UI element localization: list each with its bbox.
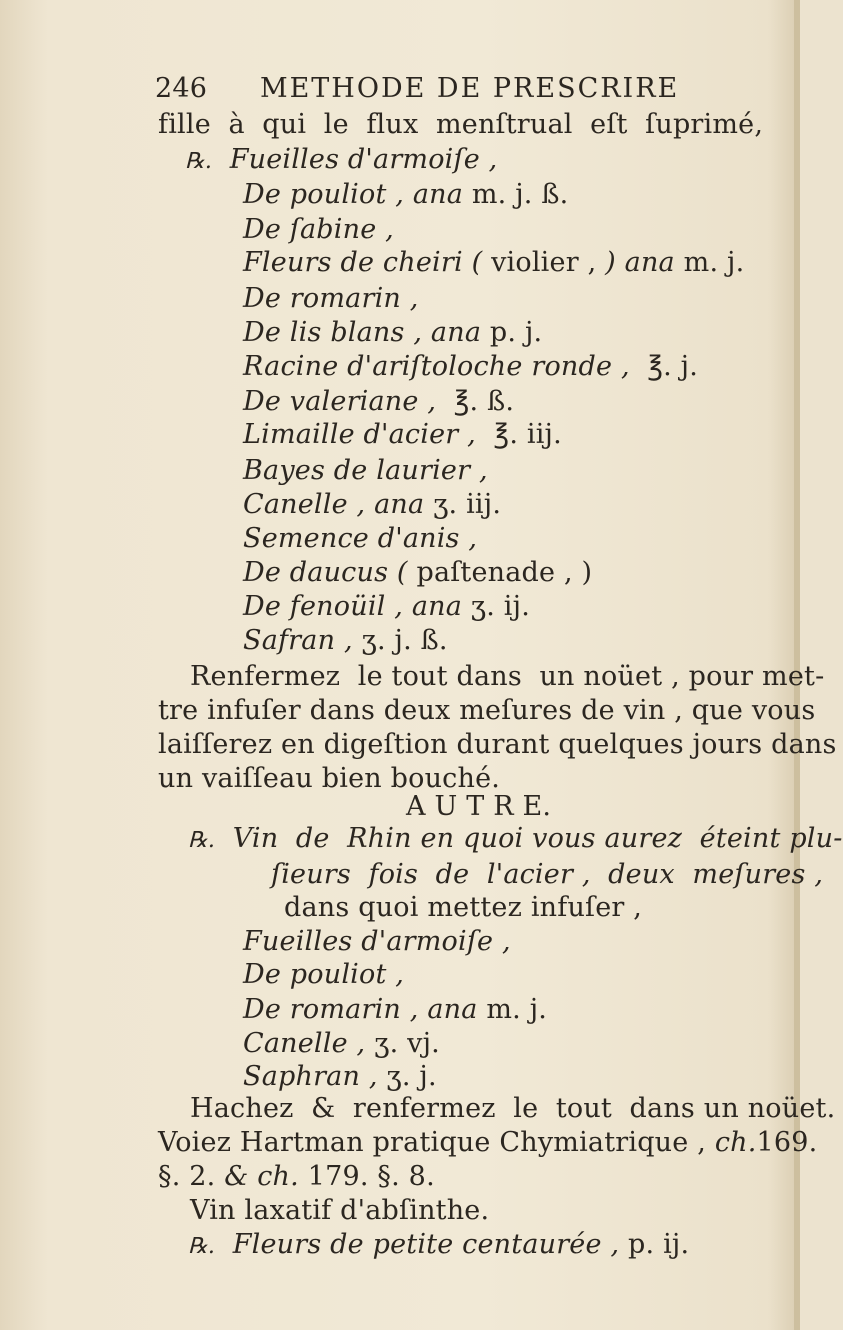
italic-text: ch.: [706, 1127, 757, 1158]
italic-text: Racine d'ariſtoloche ronde ,: [243, 351, 630, 382]
roman-text: m. j.: [674, 247, 745, 278]
text-line: [185, 143, 497, 179]
italic-text: De fenoüil , ana: [243, 591, 463, 622]
roman-text: ʒ. vj.: [365, 1028, 440, 1059]
text-line: [243, 385, 514, 419]
roman-text: Hachez & renfermez le tout dans un noüet.: [190, 1093, 836, 1124]
italic-text: De lis blans , ana: [243, 317, 482, 348]
italic-text: Canelle ,: [243, 1028, 366, 1059]
roman-text: p. j.: [481, 317, 543, 348]
italic-text: Canelle , ana: [243, 489, 425, 520]
text-line: [158, 728, 837, 762]
italic-text: Semence d'anis ,: [243, 523, 478, 554]
text-line: [188, 822, 843, 858]
italic-text: Fueilles d'armoiſe ,: [243, 926, 511, 957]
text-line: [243, 1060, 437, 1094]
text-line: [190, 1092, 835, 1126]
italic-text: Bayes de laurier ,: [243, 455, 488, 486]
italic-text: De daucus (: [243, 557, 408, 588]
roman-text: p. ij.: [619, 1229, 690, 1260]
text-line: [406, 790, 551, 824]
roman-text: §. 2.: [158, 1161, 216, 1192]
roman-text: A U T R E.: [406, 791, 552, 822]
roman-text: 179. §. 8.: [298, 1161, 435, 1192]
roman-text: ʒ. j. ß.: [352, 625, 448, 656]
page-header: [155, 72, 679, 106]
roman-text: ʒ. iij.: [424, 489, 502, 520]
text-line: [190, 660, 824, 694]
text-line: [243, 350, 698, 384]
text-line: [158, 1160, 435, 1194]
text-line: [243, 213, 394, 247]
text-line: [243, 418, 562, 452]
text-line: [243, 454, 488, 488]
text-line: [243, 590, 530, 624]
recipe-symbol: ℞.: [188, 1234, 216, 1259]
recipe-symbol: ℞.: [188, 828, 216, 853]
roman-text: m. j.: [477, 994, 548, 1025]
italic-text: Vin de Rhin en quoi vous aurez éteint plu-: [215, 823, 843, 854]
text-line: [243, 958, 404, 992]
roman-text: m. j. ß.: [463, 179, 569, 210]
italic-text: De pouliot ,: [243, 959, 405, 990]
italic-text: Fleurs de petite centaurée ,: [215, 1229, 620, 1260]
text-line: [243, 1027, 440, 1061]
text-line: [243, 522, 477, 556]
roman-text: Voiez Hartman pratique Chymiatrique ,: [158, 1127, 707, 1158]
italic-text: De romarin ,: [243, 283, 419, 314]
text-line: [158, 694, 815, 728]
text-line: [243, 925, 511, 959]
text-line: [188, 1228, 689, 1264]
italic-text: De ſabine ,: [243, 214, 394, 245]
italic-text: De pouliot , ana: [243, 179, 464, 210]
roman-text: un vaiſſeau bien bouché.: [158, 763, 501, 794]
text-line: [284, 891, 642, 925]
text-line: [243, 316, 542, 350]
text-line: [243, 556, 592, 590]
text-line: [243, 488, 501, 522]
roman-text: laiſſerez en digeſtion durant quelques jours dans: [158, 729, 837, 760]
text-line: [158, 1126, 817, 1160]
roman-text: fille à qui le flux menſtrual eſt ſuprimé,: [158, 109, 764, 140]
recipe-symbol: ℞.: [185, 149, 213, 174]
roman-text: Renfermez le tout dans un noüet , pour met-: [190, 661, 825, 692]
roman-text: ʒ. ij.: [462, 591, 530, 622]
text-line: [158, 108, 763, 142]
italic-text: Fleurs de cheiri (: [243, 247, 483, 278]
roman-text: paſtenade , ): [407, 557, 593, 588]
text-line: [271, 858, 823, 892]
italic-text: Saphran ,: [243, 1061, 378, 1092]
roman-text: ʒ. j.: [377, 1061, 437, 1092]
running-title: METHODE DE PRESCRIRE: [259, 73, 680, 104]
roman-text: ℥. ß.: [436, 386, 515, 417]
page-number: 246: [155, 73, 208, 104]
text-line: [243, 178, 568, 212]
italic-text: Safran ,: [243, 625, 353, 656]
roman-text: dans quoi mettez infuſer ,: [284, 892, 643, 923]
roman-text: 169.: [756, 1127, 818, 1158]
roman-text: violier ,: [482, 247, 597, 278]
text-line: [243, 246, 744, 280]
italic-text: Limaille d'acier ,: [243, 419, 476, 450]
roman-text: ℥. iij.: [475, 419, 562, 450]
text-line: [243, 624, 448, 658]
roman-text: ℥. j.: [629, 351, 699, 382]
italic-text: ſieurs fois de l'acier , deux meſures ,: [271, 859, 824, 890]
italic-text: ) ana: [596, 247, 675, 278]
text-line: [243, 282, 419, 316]
italic-text: De romarin , ana: [243, 994, 478, 1025]
italic-text: De valeriane ,: [243, 386, 437, 417]
italic-text: & ch.: [215, 1161, 299, 1192]
roman-text: tre infuſer dans deux meſures de vin , que vous: [158, 695, 816, 726]
text-line: [243, 993, 547, 1027]
text-line: [190, 1194, 489, 1228]
italic-text: Fueilles d'armoiſe ,: [212, 144, 498, 175]
roman-text: Vin laxatif d'abſinthe.: [190, 1195, 490, 1226]
